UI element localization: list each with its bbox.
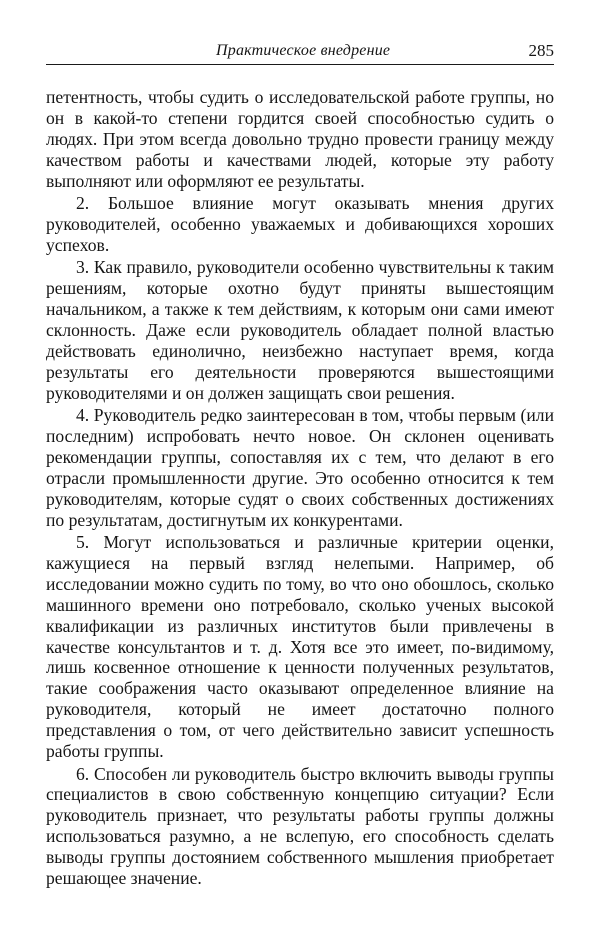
paragraph-continuation: петентность, чтобы судить о исследовательской работе группы, но он в какой-то степени гордится своей способностью судить о людях. При этом всегда довольно трудно провести границу между качеством работы и качествами людей, которые эту работу выполняют или оформляют ее результаты. xyxy=(46,87,554,191)
book-page xyxy=(46,40,554,890)
paragraph-point-6: 6. Способен ли руководитель быстро включить выводы группы специалистов в свою собственную концепцию ситуации? Если руководитель признает, что результаты работы группы должны использоваться разумно, а не вслепую, его способность сделать выводы группы достоянием собственного мышления приобретает решающее значение. xyxy=(46,763,554,889)
running-title: Практическое внедрение xyxy=(216,42,391,59)
paragraph-point-2: 2. Большое влияние могут оказывать мнения других руководителей, особенно уважаемых и добивающихся хороших успехов. xyxy=(46,193,554,255)
paragraph-point-3: 3. Как правило, руководители особенно чувствительны к таким решениям, которые охотно будут приняты вышестоящим начальником, а также к тем действиям, к которым они сами имеют склонность. Даже если руководитель обладает полной властью действовать единолично, неизбежно наступает время, когда результаты его деятельности проверяются вышестоящими руководителями и он должен защищать свои решения. xyxy=(46,257,554,403)
running-head xyxy=(46,40,554,65)
paragraph-point-5: 5. Могут использоваться и различные критерии оценки, кажущиеся на первый взгляд нелепыми. Например, об исследовании можно судить по тому, во что оно обошлось, сколько машинного времени оно потребовало, сколько ученых высокой квалификации из различных институтов были привлечены в качестве консультантов и т. д. Хотя все это имеет, по-видимому, лишь косвенное отношение к ценности полученных результатов, такие соображения часто оказывают определенное влияние на руководителя, который не имеет достаточно полного представления о том, от чего действительно зависит успешность работы группы. xyxy=(46,532,554,762)
paragraph-point-4: 4. Руководитель редко заинтересован в том, чтобы первым (или последним) испробовать нечто новое. Он склонен оценивать рекомендации группы, сопоставляя их с тем, что делают в его отрасли промышленности другие. Это особенно относится к тем руководителям, которые судят о своих собственных достижениях по результатам, достигнутым их конкурентами. xyxy=(46,405,554,530)
body-text xyxy=(46,87,554,889)
page-number: 285 xyxy=(528,41,554,60)
